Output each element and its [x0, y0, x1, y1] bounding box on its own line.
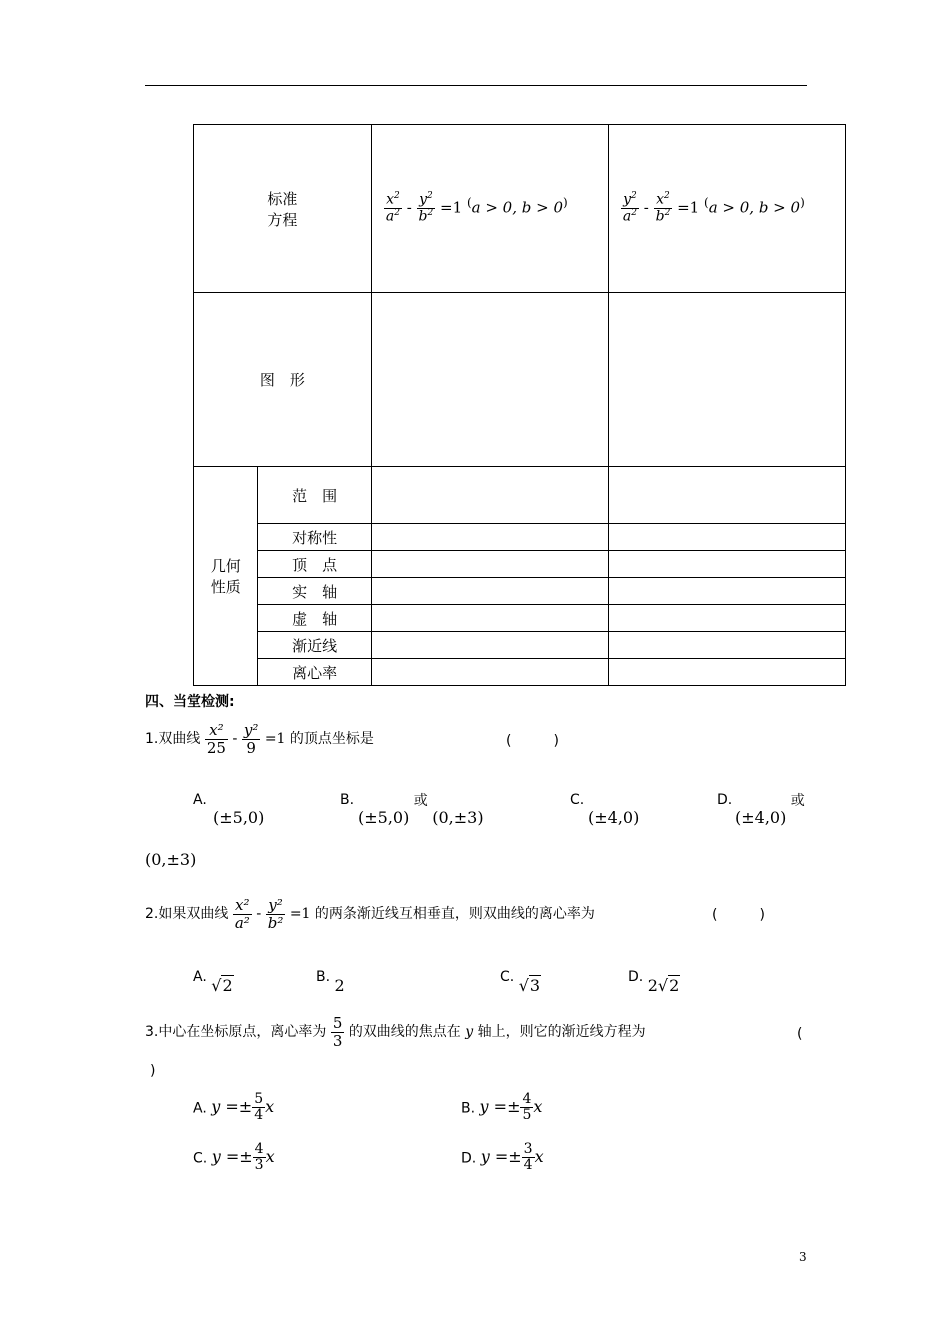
q3-paren-open: ( [797, 1026, 803, 1042]
cell [371, 467, 608, 524]
question-1: 1.双曲线 $\frac{\text{x²}}{25}$ - $\frac{\text{y²}}{9}$ =1 的顶点坐标是 [145, 721, 374, 757]
cell [371, 524, 608, 551]
q1-option-d: D. (±4,0) 或 [717, 792, 805, 827]
q1-option-d-wrap: (0,±3) [145, 850, 197, 869]
prop-vertex: 顶 点 [258, 551, 371, 578]
row-label-graph: 图 形 [194, 293, 372, 467]
prop-range: 范 围 [258, 467, 371, 524]
cell [371, 659, 608, 686]
cell [608, 524, 845, 551]
group-label-geometric-properties: 几何 性质 [194, 467, 258, 686]
cell [608, 467, 845, 524]
q2-option-a: A. √2 [193, 969, 233, 995]
prop-symmetry: 对称性 [258, 524, 371, 551]
cell [608, 551, 845, 578]
section-title: 四、当堂检测: [145, 694, 235, 710]
cell [608, 605, 845, 632]
question-2: 2.如果双曲线 $\frac{\text{x²}}{\text{a²}}$ - $\frac{\text{y²}}{\text{b²}}$ =1 的两条渐近线互相垂直，则双曲线的离心率为 [145, 896, 595, 932]
prop-real-axis: 实 轴 [258, 578, 371, 605]
cell [608, 578, 845, 605]
q3-paren-close: ) [150, 1063, 156, 1079]
q3-option-b: B. y =± $\frac{4}{5}$ x [461, 1091, 543, 1124]
cell [371, 578, 608, 605]
row-label-standard-equation: 标准 方程 [194, 125, 372, 293]
q2-option-c: C. √3 [500, 969, 541, 995]
q3-option-d: D. y =± $\frac{3}{4}$ x [461, 1141, 544, 1174]
q2-option-d: D. 2√2 [628, 969, 680, 995]
q1-answer-paren: ( ) [506, 733, 559, 749]
equation-horizontal: $\frac{x^2}{a^2}$ - $\frac{y^2}{b^2}$ =1 (a > 0, b > 0) [371, 125, 608, 293]
prop-asymptote: 渐近线 [258, 632, 371, 659]
prop-eccentricity: 离心率 [258, 659, 371, 686]
q1-option-c: C. (±4,0) [570, 792, 640, 827]
q2-option-b: B. 2 [316, 969, 345, 995]
prop-imaginary-axis: 虚 轴 [258, 605, 371, 632]
hyperbola-properties-table [193, 124, 846, 686]
cell [371, 632, 608, 659]
cell [608, 659, 845, 686]
q1-option-a: A. (±5,0) [193, 792, 265, 827]
graph-cell-1 [371, 293, 608, 467]
equation-vertical: $\frac{y^2}{a^2}$ - $\frac{x^2}{b^2}$ =1 (a > 0, b > 0) [608, 125, 845, 293]
cell [608, 632, 845, 659]
q3-option-c: C. y =± $\frac{4}{3}$ x [193, 1141, 275, 1174]
graph-cell-2 [608, 293, 845, 467]
q3-option-a: A. y =± $\frac{5}{4}$ x [193, 1091, 275, 1124]
cell [371, 605, 608, 632]
page-number: 3 [799, 1250, 807, 1264]
q1-option-b: B. (±5,0) 或 (0,±3) [340, 792, 484, 827]
header-rule [145, 85, 807, 86]
q2-answer-paren: ( ) [712, 907, 765, 923]
cell [371, 551, 608, 578]
question-3: 3.中心在坐标原点，离心率为 $\frac{5}{3}$ 的双曲线的焦点在 y 轴上，则它的渐近线方程为 [145, 1014, 646, 1050]
